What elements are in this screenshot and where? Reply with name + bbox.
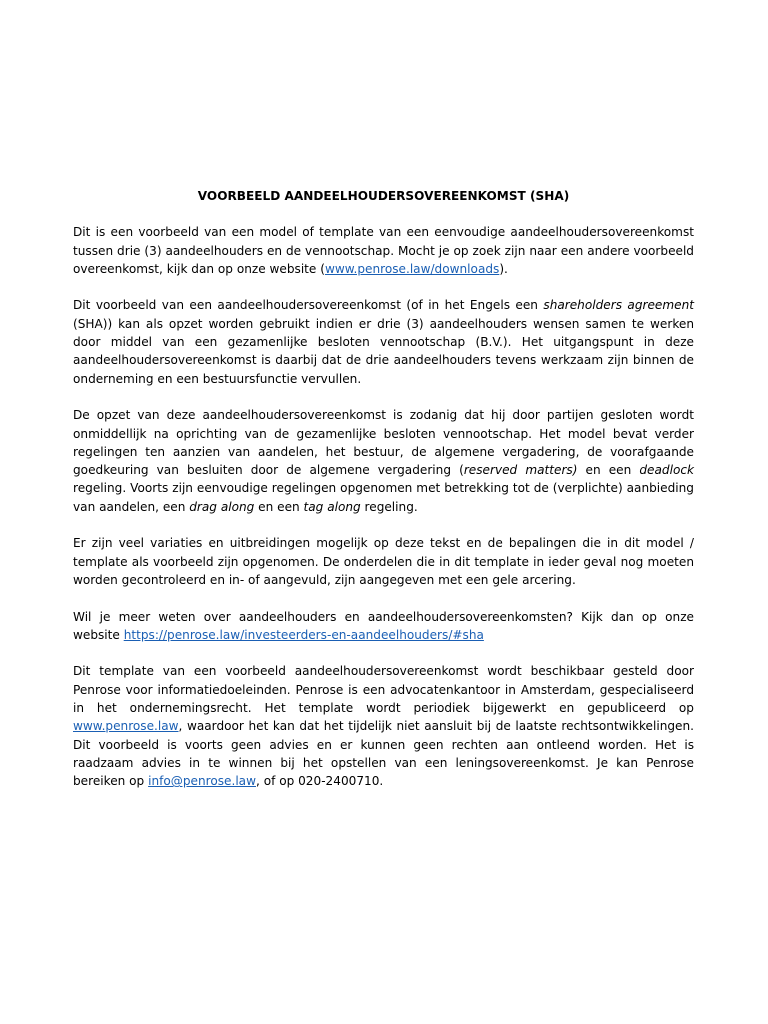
p3-em1: reserved matters) — [463, 463, 578, 478]
p5-text-a: Wil je meer weten over aandeelhouders en aandeelhoudersovereenkomsten? Kijk dan op onze website — [73, 609, 694, 642]
p3-text-d: en een — [254, 499, 304, 514]
p2-em: shareholders agreement — [543, 298, 694, 313]
intro-paragraph — [73, 223, 694, 278]
p2-text-a: Dit voorbeeld van een aandeelhoudersovereenkomst (of in het Engels een — [73, 298, 544, 313]
p2-text-b: (SHA)) kan als opzet worden gebruikt indien er drie (3) aandeelhouders wensen samen te werken door middel van een gezamenlijke besloten vennootschap (B.V.). Het uitgangspunt in deze aandeelhoudersovereenkomst is daarbij dat de drie aandeelhouders tevens werkzaam zijn binnen de onderneming en een bestuursfunctie vervullen. — [73, 316, 694, 386]
p3-text-e: regeling. — [360, 499, 418, 514]
more-info-paragraph — [73, 608, 694, 645]
website-link[interactable]: www.penrose.law — [73, 719, 179, 734]
sha-link[interactable]: https://penrose.law/investeerders-en-aandeelhouders/#sha — [123, 627, 484, 642]
p3-em4: tag along — [303, 499, 361, 514]
p1-text-a: Dit is een voorbeeld van een model of template van een eenvoudige aandeelhoudersovereenkomst tussen drie (3) aandeelhouders en de vennootschap. Mocht je op zoek zijn naar een andere voorbeeld overeenkomst, kijk dan op onze website ( — [73, 225, 694, 276]
p3-text-b: en een — [577, 463, 640, 478]
p6-text-c: , of op 020-2400710. — [256, 774, 384, 789]
p6-text-b: , waardoor het kan dat het tijdelijk niet aansluit bij de laatste rechtsontwikkelingen. Dit voorbeeld is voorts geen advies en er kunnen geen rechten aan ontleend worden. Het is raadzaam advies in te winnen bij het opstellen van een leningsovereenkomst. Je kan Penrose bereiken op — [73, 719, 694, 789]
document-page — [73, 187, 694, 809]
usage-paragraph — [73, 296, 694, 387]
document-title: VOORBEELD AANDEELHOUDERSOVEREENKOMST (SHA) — [197, 189, 570, 203]
p6-text-a: Dit template van een voorbeeld aandeelhoudersovereenkomst wordt beschikbaar gesteld door Penrose voor informatiedoeleinden. Penrose is een advocatenkantoor in Amsterdam, gespecialiseerd in het ondernemingsrecht. Het template wordt periodiek bijgewerkt en gepubliceerd op — [73, 664, 694, 716]
structure-paragraph — [73, 406, 694, 516]
variations-paragraph: Er zijn veel variaties en uitbreidingen mogelijk op deze tekst en de bepalingen die in dit model / template als voorbeeld zijn opgenomen. De onderdelen die in dit template in ieder geval nog moeten worden gecontroleerd en in- of aangevuld, zijn aangegeven met een gele arcering. — [73, 536, 694, 587]
p3-text-a: De opzet van deze aandeelhoudersovereenkomst is zodanig dat hij door partijen gesloten wordt onmiddellijk na oprichting van de gezamenlijke besloten vennootschap. Het model bevat verder regelingen ten aanzien van aandelen, het bestuur, de algemene vergadering, de voorafgaande goedkeuring van besluiten door de algemene vergadering ( — [73, 408, 694, 478]
email-link[interactable]: info@penrose.law — [148, 774, 256, 789]
p3-em3: drag along — [189, 499, 255, 514]
p1-text-b: ). — [499, 261, 508, 276]
p3-em2: deadlock — [639, 463, 694, 478]
downloads-link[interactable]: www.penrose.law/downloads — [324, 261, 500, 276]
disclaimer-paragraph — [73, 662, 694, 790]
p3-text-c: regeling. Voorts zijn eenvoudige regelingen opgenomen met betrekking tot de (verplichte) aanbieding van aandelen, een — [73, 481, 694, 514]
